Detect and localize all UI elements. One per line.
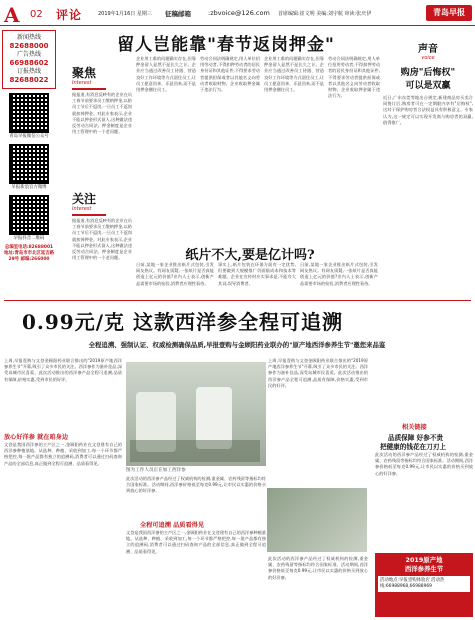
wechat-qr-code[interactable] — [9, 93, 49, 133]
ad-hotline-number: 66988602 — [9, 59, 49, 67]
section-heading-mid: 全程可追溯 品质看得见 — [140, 522, 205, 529]
douyin-qr-code[interactable] — [9, 195, 49, 235]
ginseng-processing-photo — [126, 362, 266, 466]
feature-left-body: 文登是我国西洋参的主产区之一,金顾阳药业在文登建有自己的西洋参种植基地。从选种、种植、采收到加工,每一个环节都严格把控,每一批产品都有独立的追溯码,消费者可以通过扫码查询产品的全部信息,真正做到全程可追溯、品质看得见。 — [4, 442, 122, 466]
related-link-label: 相关链接 — [402, 424, 427, 431]
focus-label: 聚焦 — [72, 66, 97, 80]
voice-column — [383, 40, 473, 275]
related-headline-2[interactable]: 把健康的钱花在刀刃上 — [380, 443, 446, 451]
section-title: 评论 — [56, 8, 83, 22]
section-heading-left: 放心好洋参 就在咱身边 — [4, 434, 69, 441]
mid-article-col1: 日前,某地一家企业推出纸片式包装,引发网友热议。有网友质疑,一张纸片是否真能创造上亿元的价值?业内人士表示,创新产品需要市场的检验,消费者应理性看待。 — [136, 262, 214, 286]
ad-hotline-label: 广告热线 — [16, 51, 41, 58]
activity-subtitle: 西洋参养生节 — [404, 565, 444, 573]
contact-address: 总编室电话:82688001 地址:青岛市市北区延吉路29号 邮编:266000 — [3, 245, 55, 262]
voice-label: 声音 — [418, 44, 438, 55]
voice-headline-2[interactable]: 可以是双赢 — [405, 81, 451, 91]
activity-info-box — [375, 553, 473, 617]
feature-right-body-2: 此次活动的西洋参产品经过了权威机构的检测,重金属、农药残留等指标均符合国家标准。活动期间,西洋参价格低至每克0.99元,让市民以实惠的价格买到放心的好洋参。 — [268, 556, 368, 580]
submission-label: 征稿邮箱 — [165, 10, 191, 18]
photo-caption: 图为工作人员正在加工西洋参 — [126, 468, 186, 473]
sub-hotline-label: 订报热线 — [16, 68, 41, 75]
mid-article-col3: 日前,某地一家企业推出纸片式包装,引发网友热议。有网友质疑,一张纸片是否真能创造上亿元的价值?业内人士表示,创新产品需要市场的检验,消费者应理性看待。 — [300, 262, 378, 286]
douyin-qr-label: 早报抖音二维码 — [13, 236, 45, 241]
issue-date: 2019年1月16日 星期三 — [98, 11, 152, 17]
news-hotline-label: 新闻热线 — [16, 34, 41, 41]
weibo-qr-label: 早报新浪官方微博 — [11, 185, 47, 190]
page-letter: A — [4, 3, 20, 27]
voice-headline-1[interactable]: 购房"后悔权" — [400, 68, 456, 78]
attention-label: 关注 — [72, 192, 97, 206]
feature-headline[interactable]: 0.99元/克 这款西洋参全程可追溯 — [22, 310, 343, 334]
article-focus-col1: 据报道,有消息反映有的企业在员工春节前要求员工缴纳押金,以防员工节后不返岗,一旦员工不返岗就扣掉押金。对此专家表示,企业不能以押金形式留人,这种做法违反劳动合同法。押金制度是企业用工管理中的一个老问题。 — [72, 92, 132, 135]
staff-credits: 首席编辑:崔文明 美编:刘宇航 审读:张庆伊 — [278, 11, 372, 17]
wechat-qr-label: 青岛早报微信公众号 — [9, 134, 49, 139]
feature-mid-body: 文登是我国西洋参的主产区之一,金顾阳药业在文登建有自己的西洋参种植基地。从选种、种植、采收到加工,每一个环节都严格把控,每一批产品都有独立的追溯码,消费者可以通过扫码查询产品的全部信息,真正做到全程可追溯、品质看得见。 — [126, 530, 266, 554]
voice-article: 近日,广东东莞等地出台规定,新建商品房买卖合同签订后,购房者可在一定期限内享有"后悔权",这对于保护购房者合法权益具有积极意义。专家认为,这一规定可以实现开发商与购房者的双赢,值得推广。 — [383, 95, 473, 125]
article-focus-col5: 劳动合同法明确规定,用人单位招用劳动者,不得扣押劳动者的居民身份证和其他证件,不得要求劳动者提供担保或者以其他名义向劳动者收取财物。企业收取押金属于违法行为。 — [328, 56, 380, 99]
sub-hotline-number: 82688022 — [9, 76, 49, 84]
section-divider — [4, 300, 471, 301]
activity-details: 活动地点:早报壹购体验店 活动热线:66988968,66988969 — [378, 576, 470, 592]
feature-subtitle: 全程追溯、强制认证、权威检测确保品质,早报壹购与金顾阳药业联办的"原产地西洋参养生节"邀您来品鉴 — [88, 341, 386, 349]
related-body: 此次活动的西洋参产品经过了权威机构的检测,重金属、农药残留等指标均符合国家标准。活动期间,西洋参价格低至每克0.99元,让市民以实惠的价格买到放心的好洋参。 — [375, 452, 473, 476]
related-headline-1[interactable]: 品质保障 好参不贵 — [388, 434, 444, 442]
focus-divider — [72, 88, 106, 90]
feature-intro: 上周,早报壹购与文登金顾阳药业联合推出的"2019原产地西洋参养生节"开幕,吸引了众多市民的关注。西洋参作为滋补佳品,深受岛城市民喜爱。此次活动推出的西洋参产品全程可追溯,品质有保障,价格实惠,受到市民的好评。 — [4, 358, 122, 382]
top-headline[interactable]: 留人岂能靠"春节返岗押金" — [117, 35, 335, 55]
page-number: 02 — [30, 9, 43, 20]
feature-right-body: 上周,早报壹购与文登金顾阳药业联合推出的"2019原产地西洋参养生节"开幕,吸引了众多市民的关注。西洋参作为滋补佳品,深受岛城市民喜爱。此次活动推出的西洋参产品全程可追溯,品质有保障,价格实惠,受到市民的好评。 — [268, 358, 368, 388]
activity-title: 2019原产地 — [405, 556, 443, 564]
article-focus-col2: 企业用工难的问题确实存在,但靠押金留人显然不是长久之计。企业应当通过改善员工待遇、营造良好工作环境等方式留住员工,让员工愿意回来、乐意回来,而不是用押金捆住员工。 — [136, 56, 196, 93]
mid-article-col2: 事实上,纸片包装在环保方面有一定优势,但要做到大规模推广仍面临成本和技术等难题。企业在宣传时应实事求是,不能夸大其词,误导消费者。 — [218, 262, 296, 286]
hotline-box — [2, 30, 56, 89]
drying-tray — [130, 440, 260, 462]
news-hotline-number: 82688000 — [9, 42, 49, 50]
page-header — [0, 0, 475, 26]
ginseng-product-photo — [267, 488, 367, 552]
brand-logo: 青岛早报 — [426, 5, 472, 21]
mid-headline[interactable]: 纸片不大,要是亿计吗? — [185, 248, 315, 263]
article-attention-col1: 据报道,有消息反映有的企业在员工春节前要求员工缴纳押金,以防员工节后不返岗,一旦员工不返岗就扣掉押金。对此专家表示,企业不能以押金形式留人,这种做法违反劳动合同法。押金制度是企业用工管理中的一个老问题。 — [72, 218, 132, 261]
feature-mid-body-top: 此次活动的西洋参产品经过了权威机构的检测,重金属、农药残留等指标均符合国家标准。活动期间,西洋参价格低至每克0.99元,让市民以实惠的价格买到放心的好洋参。 — [126, 476, 266, 494]
voice-label-en: voice — [421, 55, 435, 61]
left-sidebar — [2, 30, 56, 263]
attention-divider — [72, 214, 106, 216]
article-focus-col3: 劳动合同法明确规定,用人单位招用劳动者,不得扣押劳动者的居民身份证和其他证件,不得要求劳动者提供担保或者以其他名义向劳动者收取财物。企业收取押金属于违法行为。 — [200, 56, 260, 93]
attention-label-en: Interest — [72, 206, 92, 212]
focus-label-en: Interest — [72, 80, 92, 86]
submission-email[interactable]: :zbvoice@126.com — [208, 9, 270, 17]
article-focus-col4: 企业用工难的问题确实存在,但靠押金留人显然不是长久之计。企业应当通过改善员工待遇、营造良好工作环境等方式留住员工,让员工愿意回来、乐意回来,而不是用押金捆住员工。 — [264, 56, 324, 93]
weibo-qr-code[interactable] — [9, 144, 49, 184]
